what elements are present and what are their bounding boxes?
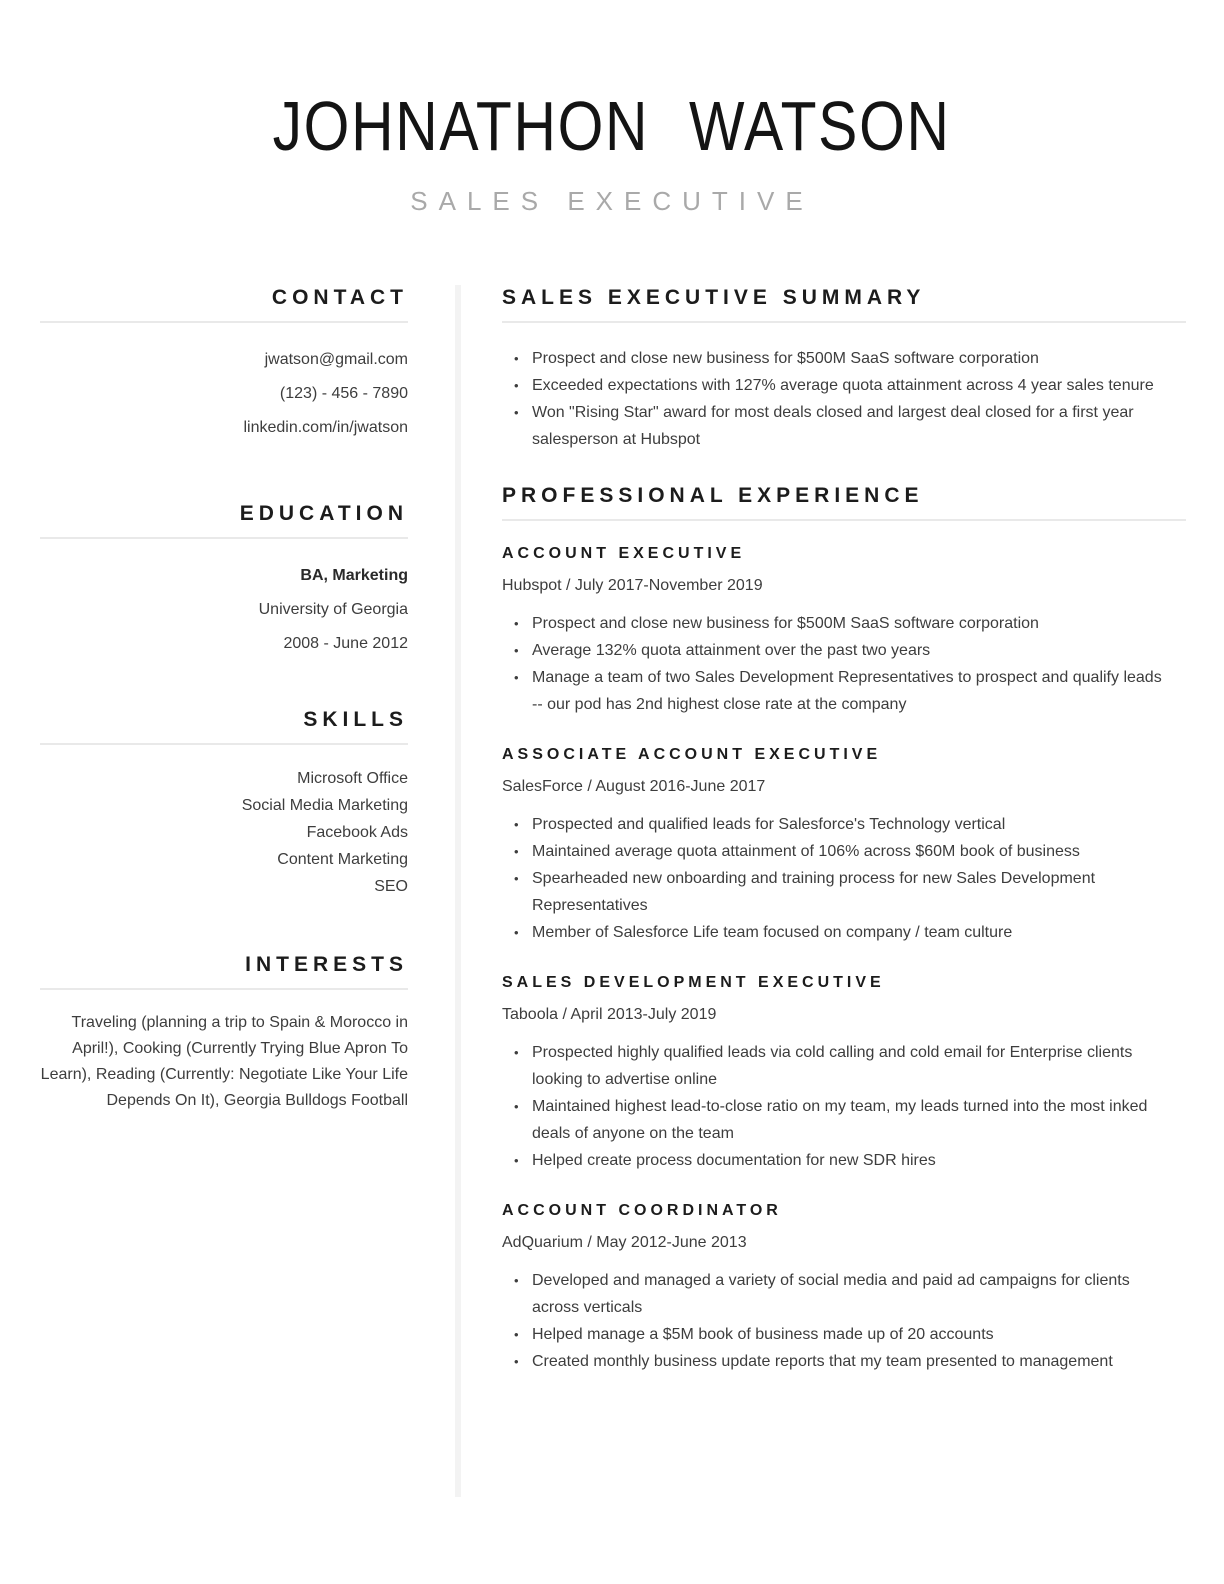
- job-title: ACCOUNT COORDINATOR: [502, 1202, 782, 1219]
- skill-item: SEO: [374, 878, 408, 895]
- education-rule: [40, 537, 408, 539]
- job-entry: [502, 543, 1186, 718]
- skill-item: Facebook Ads: [306, 824, 408, 841]
- job-bullet: • Helped manage a $5M book of business made up of 20 accounts: [502, 1321, 1170, 1348]
- summary-bullets: [502, 345, 1186, 453]
- person-name-text: JOHNATHON WATSON: [272, 87, 952, 165]
- experience-rule: [502, 519, 1186, 521]
- job-bullet: • Member of Salesforce Life team focused on company / team culture: [502, 919, 1170, 946]
- experience-section: [502, 483, 1186, 1375]
- job-company-dates: AdQuarium / May 2012-June 2013: [502, 1234, 747, 1251]
- sidebar: [40, 285, 408, 1114]
- contact-rule: [40, 321, 408, 323]
- summary-section: [502, 285, 1186, 453]
- job-title: ASSOCIATE ACCOUNT EXECUTIVE: [502, 746, 882, 763]
- job-bullets: [502, 811, 1186, 946]
- skills-rule: [40, 743, 408, 745]
- job-bullet: • Manage a team of two Sales Development Representatives to prospect and qualify leads -- our pod has 2nd highest close rate at the company: [502, 664, 1170, 718]
- education-heading: EDUCATION: [239, 502, 408, 525]
- education-list: [40, 559, 408, 661]
- job-bullets: [502, 1039, 1186, 1174]
- contact-list: [40, 343, 408, 445]
- experience-heading: PROFESSIONAL EXPERIENCE: [502, 484, 924, 507]
- job-company-dates: SalesForce / August 2016-June 2017: [502, 778, 766, 795]
- contact-item: linkedin.com/in/jwatson: [243, 419, 408, 436]
- job-bullet: • Helped create process documentation for new SDR hires: [502, 1147, 1170, 1174]
- job-bullet: • Maintained average quota attainment of 106% across $60M book of business: [502, 838, 1170, 865]
- job-bullets: [502, 610, 1186, 718]
- job-list: [502, 543, 1186, 1375]
- summary-rule: [502, 321, 1186, 323]
- job-entry: [502, 1200, 1186, 1375]
- resume-header: [0, 86, 1224, 217]
- job-entry: [502, 972, 1186, 1174]
- job-title: SALES DEVELOPMENT EXECUTIVE: [502, 974, 885, 991]
- summary-bullet: • Prospect and close new business for $500M SaaS software corporation: [502, 345, 1170, 372]
- main-column: [502, 285, 1186, 1401]
- job-bullet: • Created monthly business update reports that my team presented to management: [502, 1348, 1170, 1375]
- job-bullet: • Spearheaded new onboarding and training process for new Sales Development Representatives: [502, 865, 1170, 919]
- person-job-title: SALES EXECUTIVE: [410, 186, 814, 216]
- person-name: [0, 86, 1224, 166]
- column-divider: [455, 285, 461, 1497]
- skills-heading: SKILLS: [303, 708, 408, 731]
- interests-section: [40, 952, 408, 1114]
- job-bullet: • Prospect and close new business for $500M SaaS software corporation: [502, 610, 1170, 637]
- contact-item: (123) - 456 - 7890: [279, 385, 408, 402]
- contact-section: [40, 285, 408, 445]
- skill-item: Content Marketing: [277, 851, 408, 868]
- skills-list: [40, 765, 408, 900]
- summary-bullet: • Won "Rising Star" award for most deals closed and largest deal closed for a first year salesperson at Hubspot: [502, 399, 1170, 453]
- job-company-dates: Taboola / April 2013-July 2019: [502, 1006, 717, 1023]
- education-section: [40, 501, 408, 661]
- job-bullet: • Average 132% quota attainment over the past two years: [502, 637, 1170, 664]
- job-company-dates: Hubspot / July 2017-November 2019: [502, 577, 763, 594]
- skill-item: Microsoft Office: [297, 770, 408, 787]
- interests-heading: INTERESTS: [245, 953, 408, 976]
- summary-heading: SALES EXECUTIVE SUMMARY: [502, 286, 926, 309]
- education-dates: 2008 - June 2012: [283, 635, 408, 652]
- interests-rule: [40, 988, 408, 990]
- skills-section: [40, 707, 408, 900]
- education-school: University of Georgia: [258, 601, 408, 618]
- job-title: ACCOUNT EXECUTIVE: [502, 545, 746, 562]
- interests-text: Traveling (planning a trip to Spain & Morocco in April!), Cooking (Currently Trying Blue Apron To Learn), Reading (Currently: Negotiate Like Your Life Depends On It), Georgia Bulldogs Football: [40, 1014, 408, 1109]
- contact-heading: CONTACT: [271, 286, 408, 309]
- job-entry: [502, 744, 1186, 946]
- job-bullet: • Developed and managed a variety of social media and paid ad campaigns for clients across verticals: [502, 1267, 1170, 1321]
- summary-bullet: • Exceeded expectations with 127% average quota attainment across 4 year sales tenure: [502, 372, 1170, 399]
- job-bullet: • Maintained highest lead-to-close ratio on my team, my leads turned into the most inked deals of anyone on the team: [502, 1093, 1170, 1147]
- education-degree: BA, Marketing: [300, 567, 408, 584]
- job-bullet: • Prospected highly qualified leads via cold calling and cold email for Enterprise clients looking to advertise online: [502, 1039, 1170, 1093]
- skill-item: Social Media Marketing: [241, 797, 408, 814]
- job-bullets: [502, 1267, 1186, 1375]
- contact-item: jwatson@gmail.com: [264, 351, 408, 368]
- job-bullet: • Prospected and qualified leads for Salesforce's Technology vertical: [502, 811, 1170, 838]
